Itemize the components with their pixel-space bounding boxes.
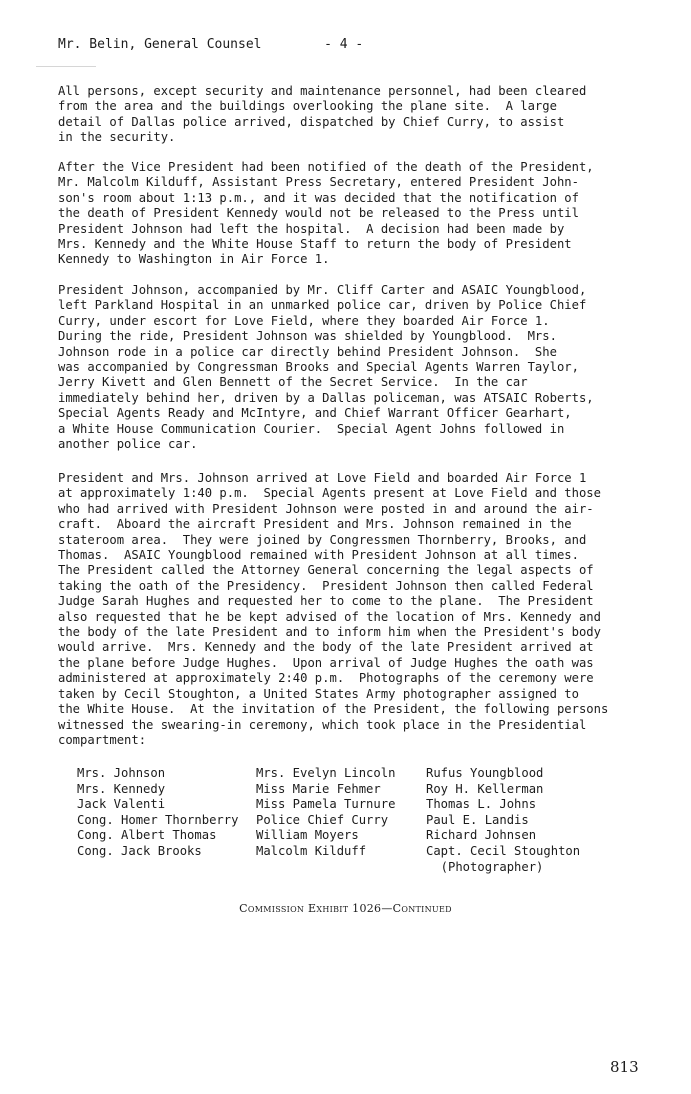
header-recipient: Mr. Belin, General Counsel [58,37,262,52]
witness-column-2: Mrs. Evelyn Lincoln Miss Marie Fehmer Miss Pamela Turnure Police Chief Curry William Moyers Malcolm Kilduff [256,766,396,858]
paragraph-4: President and Mrs. Johnson arrived at Love Field and boarded Air Force 1 at approximately 1:40 p.m. Special Agents present at Love Field and those who had arrived with President Johnson were posted in and around the air- craft. Aboard the aircraft President and Mrs. Johnson remained in the stateroom area. They were joined by Congressmen Thornberry, Brooks, and Thomas. ASAIC Youngblood remained with President Johnson at all times. The President called the Attorney General concerning the legal aspects of taking the oath of the Presidency. President Johnson then called Federal Judge Sarah Hughes and requested her to come to the plane. The President also requested that he be kept advised of the location of Mrs. Kennedy and the body of the late President and to inform him when the President's body would arrive. Mrs. Kennedy and the body of the late President arrived at the plane before Judge Hughes. Upon arrival of Judge Hughes the oath was administered at approximately 2:40 p.m. Photographs of the ceremony were taken by Cecil Stoughton, a United States Army photographer assigned to the White House. At the invitation of the President, the following persons witnessed the swearing-in ceremony, which took place in the Presidential compartment: [58,471,609,747]
exhibit-caption: Commission Exhibit 1026—Continued [239,902,452,915]
paragraph-2: After the Vice President had been notified of the death of the President, Mr. Malcolm Kilduff, Assistant Press Secretary, entered President John- son's room about 1:13 p.m., and it was decided that the notification of the death of President Kennedy would not be released to the Press until President Johnson had left the hospital. A decision had been made by Mrs. Kennedy and the White House Staff to return the body of President Kennedy to Washington in Air Force 1. [58,160,594,267]
header-rule [36,66,96,67]
witness-column-3: Rufus Youngblood Roy H. Kellerman Thomas L. Johns Paul E. Landis Richard Johnsen Capt. Cecil Stoughton (Photographer) [426,766,581,874]
header-page-marker: - 4 - [324,37,364,52]
page-header [58,37,363,52]
paragraph-1: All persons, except security and maintenance personnel, had been cleared from the area and the buildings overlooking the plane site. A large detail of Dallas police arrived, dispatched by Chief Curry, to assist in the security. [58,84,587,145]
paragraph-3: President Johnson, accompanied by Mr. Cliff Carter and ASAIC Youngblood, left Parkland Hospital in an unmarked police car, driven by Police Chief Curry, under escort for Love Field, where they boarded Air Force 1. During the ride, President Johnson was shielded by Youngblood. Mrs. Johnson rode in a police car directly behind President Johnson. She was accompanied by Congressman Brooks and Special Agents Warren Taylor, Jerry Kivett and Glen Bennett of the Secret Service. In the car immediately behind her, driven by a Dallas policeman, was ATSAIC Roberts, Special Agents Ready and McIntyre, and Chief Warrant Officer Gearhart, a White House Communication Courier. Special Agent Johns followed in another police car. [58,283,594,452]
page-number: 813 [610,1058,639,1076]
witness-column-1: Mrs. Johnson Mrs. Kennedy Jack Valenti Cong. Homer Thornberry Cong. Albert Thomas Cong. Jack Brooks [77,766,239,858]
